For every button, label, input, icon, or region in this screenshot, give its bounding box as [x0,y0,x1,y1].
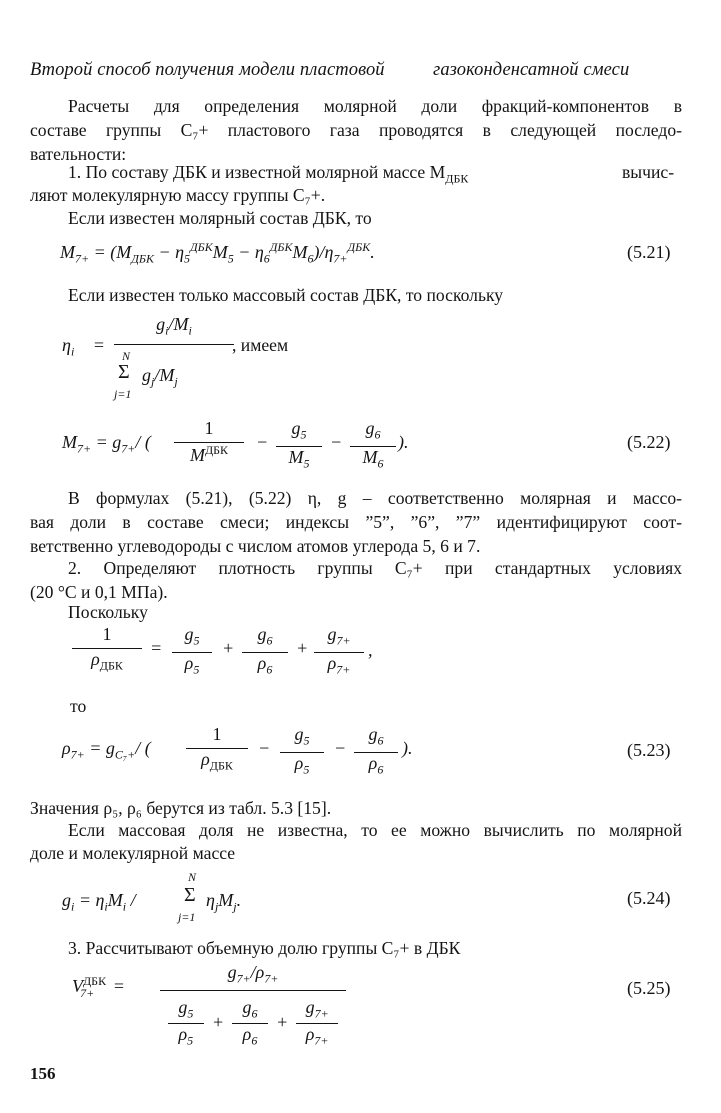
then-text: то [70,696,87,716]
mass-line-2: доле и молекулярной массе [30,843,236,863]
step1-line-1: 1. По составу ДБК и известной молярной массе $M_{ДБК}$ [68,162,469,186]
equation-5-23-frac-1: 1 $\rho_{ДБК}$ [186,724,248,774]
formulas-line-2: вая доли в составе смеси; индексы ”5”, ”6”, ”7” идентифицируют соот- [30,512,682,532]
density-plus-1: + [222,638,235,658]
equation-5-22-lhs: $M_{7+} = g_{7+}/$ ( [62,432,151,456]
density-frac-2: $g_5$ $\rho_5$ [172,624,212,677]
if-molar-line: Если известен молярный состав ДБК, то [68,208,372,228]
density-frac-3: $g_6$ $\rho_6$ [242,624,288,677]
eta-definition-fraction: $g_i/M_i$ N Σ j=1 $g_j/M_j$ [114,314,234,415]
density-frac-4: $g_{7+}$ $\rho_{7+}$ [314,624,364,677]
step1-line-2: ляют молекулярную массу группы C₇+. [30,185,326,205]
equation-5-22-minus-1: − [256,432,269,452]
equation-number-5-22: (5.22) [627,432,671,452]
equation-5-23-minus-1: − [258,738,271,758]
running-heading-right: газоконденсатной смеси [433,60,630,80]
equation-5-24-lhs: $g_i = \eta_iM_i$ / [62,890,136,914]
we-have-text: , имеем [232,335,289,355]
equation-5-23-lhs: $\rho_{7+} = g_{C_7+}/$ ( [62,738,151,762]
step3-line: 3. Рассчитывают объемную долю группы C₇+ в ДБК [68,938,461,958]
intro-line-2: составе группы C₇+ пластового газа проводятся в следующей последо- [30,120,682,140]
equation-5-25-lhs: $V^{ДБК}_{7+}$ = [72,974,125,1000]
density-plus-2: + [296,638,309,658]
equation-5-23-close: ). [402,738,413,758]
equation-5-23-frac-3: $g_6$ $\rho_6$ [354,724,398,777]
step2-line-2: (20 °C и 0,1 МПа). [30,582,168,602]
mass-line-1: Если массовая доля не известна, то ее можно вычислить по молярной [68,820,682,840]
if-mass-line: Если известен только массовый состав ДБК, то поскольку [68,285,504,305]
equation-5-24-sum: N Σ j=1 [178,870,197,924]
equation-5-25-fraction: $g_{7+}/\rho_{7+}$ $g_5$ $\rho_5$ + $g_6$ $\rho_6$ + $g_{7+}$ $\rho_{7+}$ [160,962,346,1049]
equation-5-22-close: ). [398,432,409,452]
equation-5-22-frac-1: 1 $M^{ДБК}$ [174,418,244,466]
formulas-line-1: В формулах (5.21), (5.22) η, g – соответственно молярная и массо- [68,488,682,508]
density-frac-1: 1 $\rho_{ДБК}$ [72,624,142,674]
running-heading-left: Второй способ получения модели пластовой [30,60,385,80]
equation-5-24-rhs: $\eta_jM_j$. [206,890,242,914]
equation-5-21: $M_{7+} = (M_{ДБК} - \eta_5^{ДБК}M_5 - \eta_6^{ДБК}M_6)/\eta_{7+}^{ДБК}$. [60,240,375,266]
equation-number-5-25: (5.25) [627,978,671,998]
intro-line-3: вательности: [30,144,127,164]
formulas-line-3: ветственно углеводороды с числом атомов углерода 5, 6 и 7. [30,536,481,556]
page-number: 156 [30,1064,56,1083]
density-equals: = [150,638,163,658]
intro-line-1: Расчеты для определения молярной доли фракций-компонентов в [68,96,682,116]
values-line: Значения ρ₅, ρ₆ берутся из табл. 5.3 [15]. [30,798,332,818]
equation-5-22-frac-2: $g_5$ $M_5$ [276,418,322,471]
step2-line-1: 2. Определяют плотность группы C₇+ при стандартных условиях [68,558,682,578]
equation-5-23-minus-2: − [334,738,347,758]
eta-definition-lhs: $\eta_i$ = [62,335,105,359]
equation-number-5-24: (5.24) [627,888,671,908]
step1-line-1-tail: вычис- [622,162,675,182]
equation-number-5-23: (5.23) [627,740,671,760]
equation-number-5-21: (5.21) [627,242,671,262]
density-comma: , [368,640,373,660]
equation-5-23-frac-2: $g_5$ $\rho_5$ [280,724,324,777]
equation-5-22-frac-3: $g_6$ $M_6$ [350,418,396,471]
equation-5-22-minus-2: − [330,432,343,452]
since-text: Поскольку [68,602,148,622]
